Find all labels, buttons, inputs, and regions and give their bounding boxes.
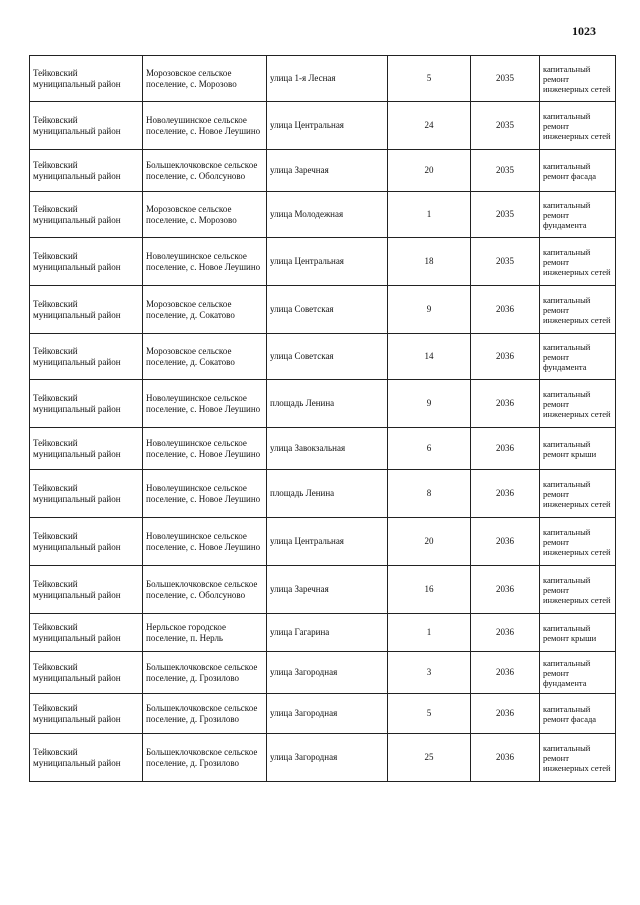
table-row [30, 694, 616, 734]
street-cell: улица Молодежная [267, 192, 388, 238]
street-cell: площадь Ленина [267, 380, 388, 428]
district-cell: Тейковский муниципальный район [30, 470, 143, 518]
work-type-cell: капитальный ремонт фасада [540, 150, 616, 192]
year-cell: 2035 [471, 56, 540, 102]
year-cell: 2036 [471, 652, 540, 694]
street-cell: улица Центральная [267, 518, 388, 566]
year-cell: 2036 [471, 518, 540, 566]
district-cell: Тейковский муниципальный район [30, 734, 143, 782]
district-cell: Тейковский муниципальный район [30, 150, 143, 192]
house-number-cell: 3 [388, 652, 471, 694]
district-cell: Тейковский муниципальный район [30, 428, 143, 470]
year-cell: 2036 [471, 694, 540, 734]
district-cell: Тейковский муниципальный район [30, 56, 143, 102]
work-type-cell: капитальный ремонт инженерных сетей [540, 102, 616, 150]
year-cell: 2035 [471, 238, 540, 286]
work-type-cell: капитальный ремонт инженерных сетей [540, 734, 616, 782]
work-type-cell: капитальный ремонт инженерных сетей [540, 56, 616, 102]
settlement-cell: Большеклочковское сельское поселение, с. Оболсуново [143, 150, 267, 192]
district-cell: Тейковский муниципальный район [30, 518, 143, 566]
year-cell: 2036 [471, 566, 540, 614]
work-type-cell: капитальный ремонт инженерных сетей [540, 566, 616, 614]
street-cell: улица 1-я Лесная [267, 56, 388, 102]
house-number-cell: 18 [388, 238, 471, 286]
table-row [30, 102, 616, 150]
settlement-cell: Новолеушинское сельское поселение, с. Новое Леушино [143, 102, 267, 150]
settlement-cell: Морозовское сельское поселение, с. Морозово [143, 192, 267, 238]
street-cell: улица Гагарина [267, 614, 388, 652]
settlement-cell: Нерльское городское поселение, п. Нерль [143, 614, 267, 652]
house-number-cell: 20 [388, 518, 471, 566]
house-number-cell: 16 [388, 566, 471, 614]
house-number-cell: 1 [388, 614, 471, 652]
house-number-cell: 14 [388, 334, 471, 380]
house-number-cell: 6 [388, 428, 471, 470]
street-cell: улица Заречная [267, 150, 388, 192]
house-number-cell: 5 [388, 694, 471, 734]
work-type-cell: капитальный ремонт инженерных сетей [540, 470, 616, 518]
district-cell: Тейковский муниципальный район [30, 652, 143, 694]
table-row [30, 380, 616, 428]
street-cell: улица Центральная [267, 238, 388, 286]
year-cell: 2035 [471, 192, 540, 238]
work-type-cell: капитальный ремонт фундамента [540, 334, 616, 380]
page-number: 1023 [572, 24, 596, 38]
table-row [30, 428, 616, 470]
year-cell: 2036 [471, 286, 540, 334]
year-cell: 2036 [471, 614, 540, 652]
year-cell: 2036 [471, 334, 540, 380]
table-row [30, 286, 616, 334]
street-cell: улица Загородная [267, 694, 388, 734]
house-number-cell: 9 [388, 380, 471, 428]
district-cell: Тейковский муниципальный район [30, 566, 143, 614]
year-cell: 2036 [471, 470, 540, 518]
district-cell: Тейковский муниципальный район [30, 286, 143, 334]
settlement-cell: Большеклочковское сельское поселение, д. Грозилово [143, 652, 267, 694]
work-type-cell: капитальный ремонт инженерных сетей [540, 238, 616, 286]
district-cell: Тейковский муниципальный район [30, 334, 143, 380]
year-cell: 2035 [471, 102, 540, 150]
table-row [30, 238, 616, 286]
settlement-cell: Морозовское сельское поселение, с. Морозово [143, 56, 267, 102]
street-cell: улица Заречная [267, 566, 388, 614]
street-cell: улица Загородная [267, 652, 388, 694]
settlement-cell: Морозовское сельское поселение, д. Сокатово [143, 286, 267, 334]
street-cell: улица Загородная [267, 734, 388, 782]
settlement-cell: Новолеушинское сельское поселение, с. Новое Леушино [143, 428, 267, 470]
street-cell: улица Советская [267, 334, 388, 380]
district-cell: Тейковский муниципальный район [30, 102, 143, 150]
work-type-cell: капитальный ремонт инженерных сетей [540, 380, 616, 428]
work-type-cell: капитальный ремонт инженерных сетей [540, 286, 616, 334]
district-cell: Тейковский муниципальный район [30, 380, 143, 428]
house-number-cell: 20 [388, 150, 471, 192]
district-cell: Тейковский муниципальный район [30, 694, 143, 734]
settlement-cell: Большеклочковское сельское поселение, д. Грозилово [143, 694, 267, 734]
table-row [30, 614, 616, 652]
street-cell: улица Центральная [267, 102, 388, 150]
house-number-cell: 24 [388, 102, 471, 150]
house-number-cell: 9 [388, 286, 471, 334]
work-type-cell: капитальный ремонт крыши [540, 614, 616, 652]
year-cell: 2036 [471, 380, 540, 428]
year-cell: 2035 [471, 150, 540, 192]
table-row [30, 334, 616, 380]
work-type-cell: капитальный ремонт фасада [540, 694, 616, 734]
settlement-cell: Большеклочковское сельское поселение, с. Оболсуново [143, 566, 267, 614]
house-number-cell: 25 [388, 734, 471, 782]
house-number-cell: 5 [388, 56, 471, 102]
house-number-cell: 1 [388, 192, 471, 238]
table-row [30, 470, 616, 518]
year-cell: 2036 [471, 428, 540, 470]
street-cell: улица Завокзальная [267, 428, 388, 470]
table-row [30, 150, 616, 192]
street-cell: площадь Ленина [267, 470, 388, 518]
table-row [30, 192, 616, 238]
work-type-cell: капитальный ремонт крыши [540, 428, 616, 470]
settlement-cell: Морозовское сельское поселение, д. Сокатово [143, 334, 267, 380]
settlement-cell: Новолеушинское сельское поселение, с. Новое Леушино [143, 380, 267, 428]
street-cell: улица Советская [267, 286, 388, 334]
repair-schedule-table [29, 55, 616, 782]
house-number-cell: 8 [388, 470, 471, 518]
district-cell: Тейковский муниципальный район [30, 238, 143, 286]
table-row [30, 566, 616, 614]
year-cell: 2036 [471, 734, 540, 782]
district-cell: Тейковский муниципальный район [30, 192, 143, 238]
work-type-cell: капитальный ремонт инженерных сетей [540, 518, 616, 566]
district-cell: Тейковский муниципальный район [30, 614, 143, 652]
settlement-cell: Новолеушинское сельское поселение, с. Новое Леушино [143, 238, 267, 286]
table-row [30, 652, 616, 694]
settlement-cell: Большеклочковское сельское поселение, д. Грозилово [143, 734, 267, 782]
work-type-cell: капитальный ремонт фундамента [540, 652, 616, 694]
table-row [30, 518, 616, 566]
table-row [30, 56, 616, 102]
settlement-cell: Новолеушинское сельское поселение, с. Новое Леушино [143, 470, 267, 518]
settlement-cell: Новолеушинское сельское поселение, с. Новое Леушино [143, 518, 267, 566]
table-row [30, 734, 616, 782]
work-type-cell: капитальный ремонт фундамента [540, 192, 616, 238]
